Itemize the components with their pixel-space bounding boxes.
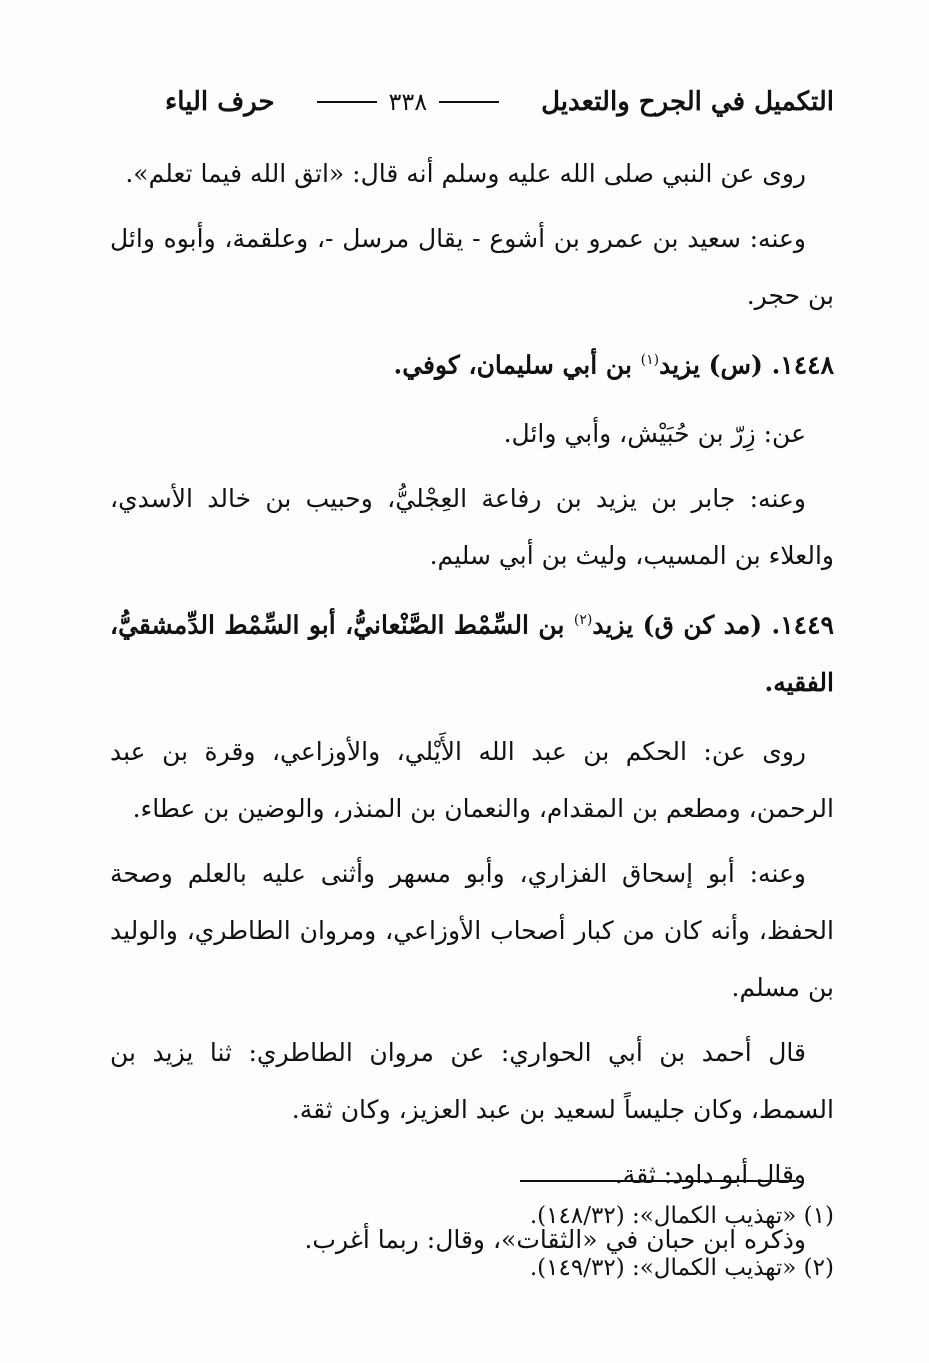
footnote: (١) «تهذيب الكمال»: (١٤٨/٣٢). <box>529 1203 834 1229</box>
entry-code: (س) <box>708 350 763 380</box>
footnote-separator <box>520 1180 796 1182</box>
paragraph: روى عن: الحكم بن عبد الله الأَيْلي، والأوزاعي، وقرة بن عبد الرحمن، ومطعم بن المقدام، والنعمان بن المنذر، والوضين بن عطاء. <box>110 736 834 823</box>
entry-rest: بن السِّمْط الصَّنْعانيُّ، أبو السِّمْط الدِّمشقيُّ، الفقيه. <box>110 610 834 697</box>
entry-code: (مد كن ق) <box>642 610 763 640</box>
book-title: التكميل في الجرح والتعديل <box>541 87 834 117</box>
page-number: ٣٣٨ <box>388 88 428 116</box>
entry-heading-1448 <box>110 332 834 393</box>
entry-name: يزيد <box>659 350 700 380</box>
paragraph: وعنه: أبو إسحاق الفزاري، وأبو مسهر وأثنى عليه بالعلم وصحة الحفظ، وأنه كان من كبار أصحاب الأوزاعي، ومروان الطاطري، والوليد بن مسلم. <box>110 858 834 1002</box>
section-title: حرف الياء <box>165 87 275 117</box>
paragraph: وقال أبو داود: ثقة. <box>614 1159 806 1189</box>
header-dash-right <box>439 101 499 103</box>
entry-number: ١٤٤٨. <box>771 350 834 380</box>
paragraph: قال أحمد بن أبي الحواري: عن مروان الطاطري: ثنا يزيد بن السمط، وكان جليساً لسعيد بن عبد العزيز، وكان ثقة. <box>110 1037 834 1124</box>
running-header <box>165 80 834 124</box>
main-text <box>110 145 834 1276</box>
paragraph: عن: زِرّ بن حُبَيْش، وأبي وائل. <box>503 419 806 449</box>
footnotes <box>110 1190 834 1294</box>
header-dash-left <box>317 101 377 103</box>
entry-name: يزيد <box>592 610 634 640</box>
paragraph: وعنه: جابر بن يزيد بن رفاعة العِجْليُّ، وحبيب بن خالد الأسدي، والعلاء بن المسيب، وليث بن أبي سليم. <box>110 484 834 571</box>
footnote: (٢) «تهذيب الكمال»: (١٤٩/٣٢). <box>529 1255 834 1281</box>
paragraph: وذكره ابن حبان في «الثقات»، وقال: ربما أغرب. <box>304 1224 806 1254</box>
page-number-group <box>317 88 500 116</box>
paragraph: وعنه: سعيد بن عمرو بن أشوع - يقال مرسل -، وعلقمة، وأبوه وائل بن حجر. <box>110 224 834 310</box>
entry-number: ١٤٤٩. <box>771 610 834 640</box>
entry-rest: بن أبي سليمان، كوفي. <box>393 350 632 380</box>
footnote-ref: (١) <box>640 352 660 368</box>
entry-heading-1449 <box>110 592 834 710</box>
paragraph: روى عن النبي صلى الله عليه وسلم أنه قال: «اتق الله فيما تعلم». <box>125 159 806 188</box>
footnote-ref: (٢) <box>573 612 593 629</box>
